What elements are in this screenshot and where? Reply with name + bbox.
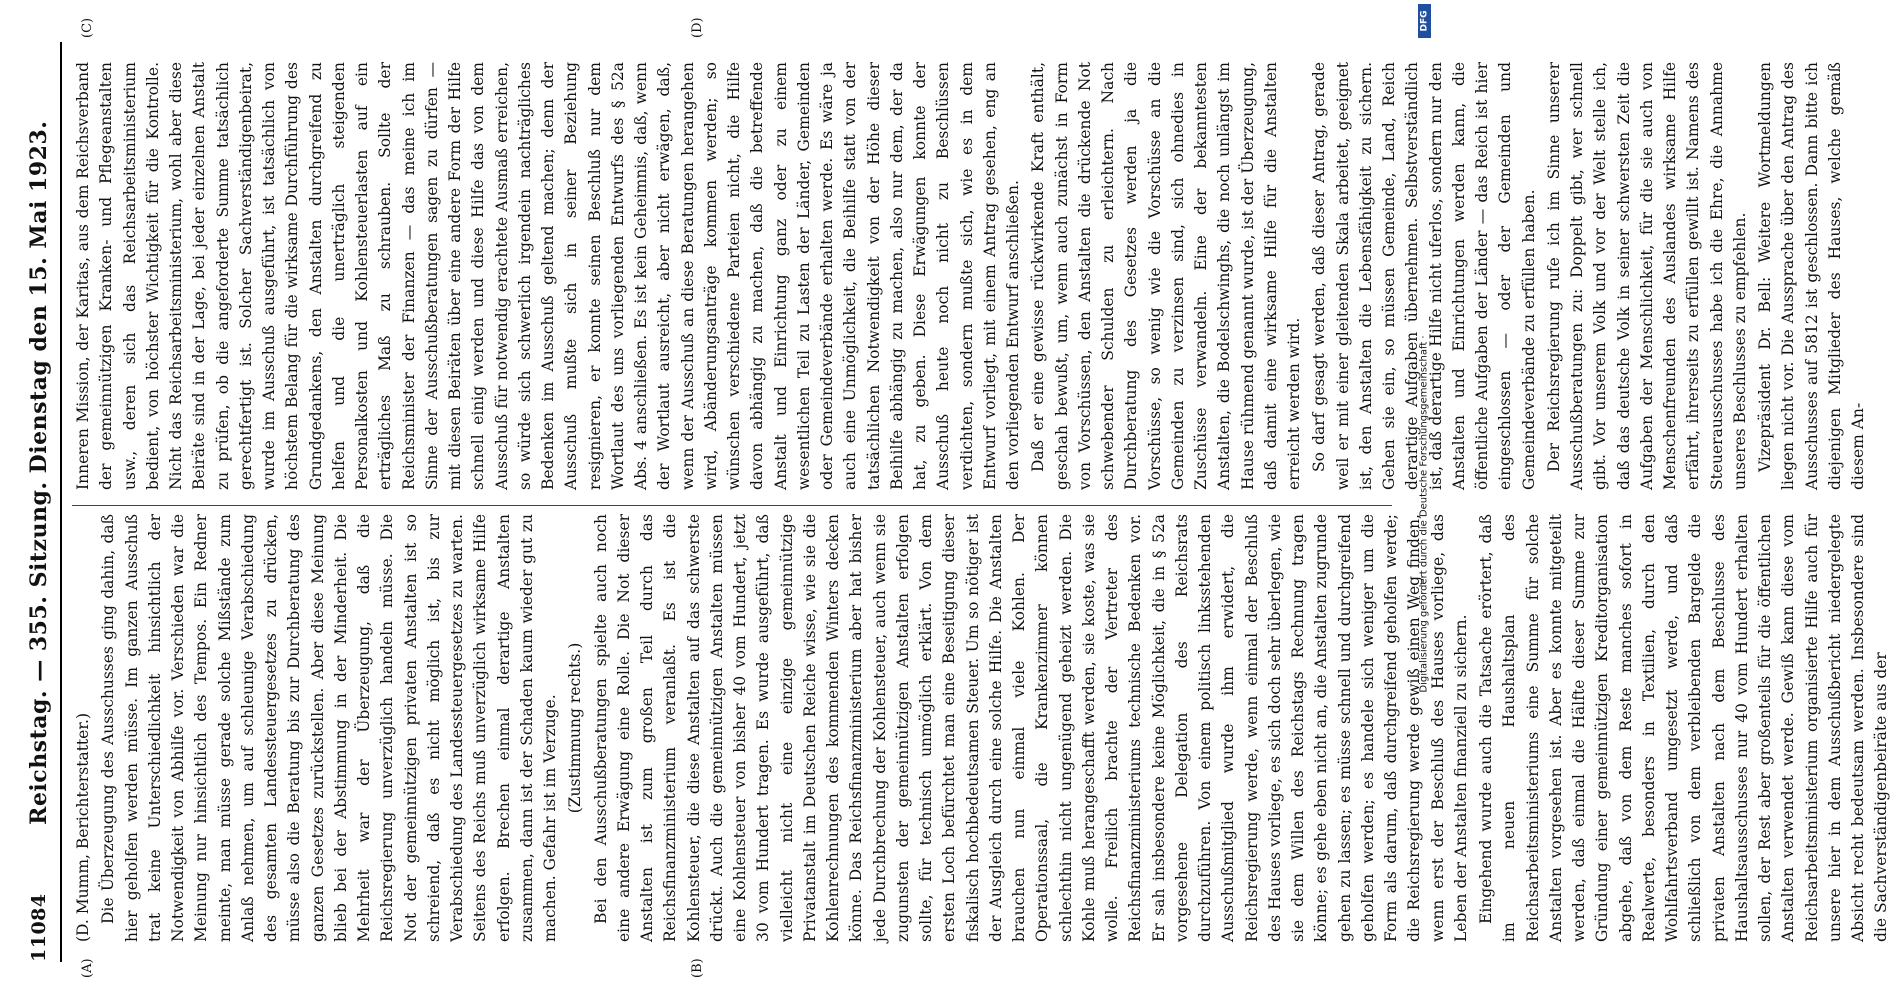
header-rule xyxy=(60,42,62,962)
dfg-logo-badge: DFG xyxy=(1418,4,1431,38)
paragraph: Inneren Mission, der Karitas, aus dem Reichsverband der gemeinnützigen Kranken- und Pflegeanstalten usw., deren sich das Reichsarbeitsministerium bedient, von höchster Wichtigkeit für die Kontrolle. Nicht das Reichsarbeitsministerium, wohl aber diese Beiräte sind in der Lage, bei jeder einzelnen Anstalt zu prüfen, ob die angeforderte Summe tatsächlich gerechtfertigt ist. Solcher Sachverständigenbeirat, wurde im Ausschuß ausgeführt, ist tatsächlich von höchstem Belang für die wirksame Durchführung des Grundgedankens, den Anstalten durchgreifend zu helfen und die unerträglich steigenden Personalkosten und Kohlensteuerlasten auf ein erträgliches Maß zu schrauben. Sollte der Reichsminister der Finanzen — das meine ich im Sinne der Ausschußberatungen sagen zu dürfen — mit diesen Beiräten über eine andere Form der Hilfe schnell einig werden und diese Hilfe das von dem Ausschuß für notwendig erachtete Ausmaß erreichen, so würde sich schwerlich irgendein nachträgliches Bedenken im Ausschuß geltend machen; denn der Ausschuß mußte sich in seiner Beziehung resignieren, er konnte seinen Beschluß nur dem Wortlaut des uns vorliegenden Entwurfs des § 52a Abs. 4 anschließen. Es ist kein Geheimnis, daß, wenn der Wortlaut ausreicht, aber nicht erwägen, daß, wenn der Ausschuß an diese Beratungen herangehen wird, Abänderungsanträge kommen werden; so wünschen verschiedene Parteien nicht, die Hilfe davon abhängig zu machen, daß die betreffende Anstalt und Einrichtung ganz oder zu einem wesentlichen Teil zu Lasten der Länder, Gemeinden oder Gemeindeverbände erhalten werde. Es wäre ja auch eine Unmöglichkeit, die Beihilfe statt von der tatsächlichen Notwendigkeit von der Höhe dieser Beihilfe abhängig zu machen, also nur dem, der da hat, zu geben. Diese Erwägungen konnte der Ausschuß heute noch nicht zu Beschlüssen verdichten, sondern mußte sich, wie es in dem Entwurf vorliegt, mit einem Antrag gesehen, eng an den vorliegenden Entwurf anschließen. xyxy=(74,62,1022,490)
credit-text: Digitalisierung gefördert durch die Deutsche Forschungsgemeinschaft · xyxy=(1418,335,1430,693)
paragraph: Der Reichsregierung rufe ich im Sinne unserer Ausschußberatungen zu: Doppelt gibt, wer schnell gibt. Vor unserem Volk und vor der Welt stelle ich, daß das deutsche Volk in seiner schwersten Zeit die Aufgaben der Menschlichkeit, für die sie auch von Menschenfreunden des Auslandes wirksame Hilfe erfährt, ihrerseits zu erfüllen gewillt ist. Namens des Steuerausschusses habe ich die Ehre, die Annahme unseres Beschlusses zu empfehlen. xyxy=(1544,62,1749,490)
paragraph: Die Überzeugung des Ausschusses ging dahin, daß hier geholfen werden müsse. Im ganzen Ausschuß trat keine Unterschiedlichkeit hinsichtlich der Notwendigkeit von Abhilfe vor. Verschieden war die Meinung nur hinsichtlich des Tempos. Ein Redner meinte, man müsse gerade solche Mißstände zum Anlaß nehmen, um auf schleunige Verabschiedung des gesamten Landessteuergesetzes zu drücken, müsse also die Beratung bis zur Durchberatung des ganzen Gesetzes zurückstellen. Aber diese Meinung blieb bei der Abstimmung in der Minderheit. Die Mehrheit war der Überzeugung, daß die Reichsregierung unverzüglich handeln müsse. Die Not der gemeinnützigen privaten Anstalten ist so schreiend, daß es nicht möglich ist, bis zur Verabschiedung des Landessteuergesetzes zu warten. Seitens des Reichs muß unverzüglich wirksame Hilfe erfolgen. Brechen einmal derartige Anstalten zusammen, dann ist der Schaden kaum wieder gut zu machen. Gefahr ist im Verzuge. xyxy=(99,514,559,942)
margin-marker-c: (C) xyxy=(80,17,95,38)
margin-marker-a: (A) xyxy=(80,958,95,978)
interjection: (Zustimmung rechts.) xyxy=(566,642,585,814)
paragraph: So darf gesagt werden, daß dieser Antrag, gerade weil er mit einer gleitenden Skala arbeitet, geeignet ist, den Anstalten die Lebensfähigkeit zu sichern. Gehen sie ein, so müssen Gemeinde, Land, Reich derartige Aufgaben übernehmen. Selbstverständlich ist, daß derartige Hilfe nicht uferlos, sondern nur den Anstalten und Einrichtungen werden kann, die öffentliche Aufgaben der Länder — das Reich ist hier eingeschlossen — oder der Gemeinden und Gemeindeverbände zu erfüllen haben. xyxy=(1310,62,1538,490)
margin-marker-b: (B) xyxy=(690,958,705,978)
page-number: 11084 xyxy=(28,893,50,962)
speaker-line: (D. Mumm, Berichterstatter.) xyxy=(74,712,92,942)
running-title: Reichstag. — 355. Sitzung. Dienstag den 15. Mai 1923. xyxy=(26,120,52,825)
running-head xyxy=(22,52,56,962)
digitization-credit xyxy=(1417,4,1431,994)
paragraph: Bei den Ausschußberatungen spielte auch noch eine andere Erwägung eine Rolle. Die Not dieser Anstalten ist zum großen Teil durch das Reichsfinanzministerium veranlaßt. Es ist die Kohlensteuer, die diese Anstalten auf das schwerste drückt. Auch die gemeinnützigen Anstalten müssen eine Kohlensteuer von bisher 40 vom Hundert, jetzt 30 vom Hundert tragen. Es wurde ausgeführt, daß vielleicht nicht eine einzige gemeinnützige Privatanstalt im Deutschen Reiche wisse, wie sie die Kohlenrechnungen des kommenden Winters decken könne. Das Reichsfinanzministerium aber hat bisher jede Durchbrechung der Kohlensteuer, auch wenn sie zugunsten der gemeinnützigen Anstalten erfolgen sollte, für technisch unmöglich erklärt. Von dem ersten Loch befürchtet man eine Beseitigung dieser fiskalisch hochbedeutsamen Steuer. Um so nötiger ist der Ausgleich durch eine solche Hilfe. Die Anstalten brauchen nun einmal viele Kohlen. Der Operationssaal, die Krankenzimmer können schlechthin nicht ungenügend geheizt werden. Die Kohle muß herangeschafft werden, sie koste, was sie wolle. Freilich brachte der Vertreter des Reichsfinanzministeriums technische Bedenken vor. Er sah insbesondere keine Möglichkeit, die in § 52a vorgesehene Delegation des Reichsrats durchzuführen. Von einem politisch linksstehenden Ausschußmitglied wurde ihm erwidert, die Reichsregierung werde, wenn einmal der Beschluß des Hauses vorliege, es sich doch sehr überlegen, wie sie dem Willen des Reichstags Rechnung tragen könne; es gehe eben nicht an, die Anstalten zugrunde gehen zu lassen; es müsse schnell und durchgreifend geholfen werden; es handele sich weniger um die Form als darum, daß durchgreifend geholfen werde; die Reichsregierung werde gewiß einen Weg finden, wenn erst der Beschluß des Hauses vorliege, das Leben der Anstalten finanziell zu sichern. xyxy=(591,514,1470,942)
paragraph: Daß er eine gewisse rückwirkende Kraft enthält, geschah bewußt, um, wenn auch zunächst in Form von Vorschüssen, den Anstalten die drückende Not schwebender Schulden zu erleichtern. Nach Durchberatung des Gesetzes werden ja die Vorschüsse, so wenig wie die Vorschüsse an die Gemeinden zu verzinsen sind, sich ohnedies in Zuschüsse verwandeln. Eine der bekanntesten Anstalten, die Bodelschwinghs, die noch unlängst im Hause rühmend genannt wurde, ist der Überzeugung, daß damit eine wirksame Hilfe für die Anstalten erreicht werden wird. xyxy=(1029,62,1303,490)
column-divider xyxy=(72,505,1392,506)
margin-marker-d: (D) xyxy=(690,17,705,38)
paragraph: Vizepräsident Dr. Bell: Weitere Wortmeldungen liegen nicht vor. Die Aussprache über den Antrag des Ausschusses auf 5812 ist geschlossen. Dann bitte ich diejenigen Mitglieder des Hauses, welche gemäß diesem An- xyxy=(1756,62,1867,490)
right-column xyxy=(72,62,1867,490)
paragraph: Eingehend wurde auch die Tatsache erörtert, daß im neuen Haushaltsplan des Reichsarbeitsministeriums eine Summe für solche Anstalten vorgesehen ist. Aber es konnte mitgeteilt werden, daß einmal die Hälfte dieser Summe zur Gründung einer gemeinnützigen Kreditorganisation abgehe, daß von dem Reste manches sofort in Realwerte, besonders in Textilien, durch den Wohlfahrtsverband umgesetzt werde, und daß schließlich von dem verbleibenden Bargelde die privaten Anstalten nach dem Beschlusse des Haushaltsausschusses nur 40 vom Hundert erhalten sollen, der Rest aber großenteils für die öffentlichen Anstalten verwendet werde. Gewiß kann diese vom Reichsarbeitsministerium organisierte Hilfe auch für unsere hier in dem Ausschußbericht niedergelegte Absicht recht bedeutsam werden. Insbesondere sind die Sachverständigenbeiräte aus der xyxy=(1477,514,1891,942)
